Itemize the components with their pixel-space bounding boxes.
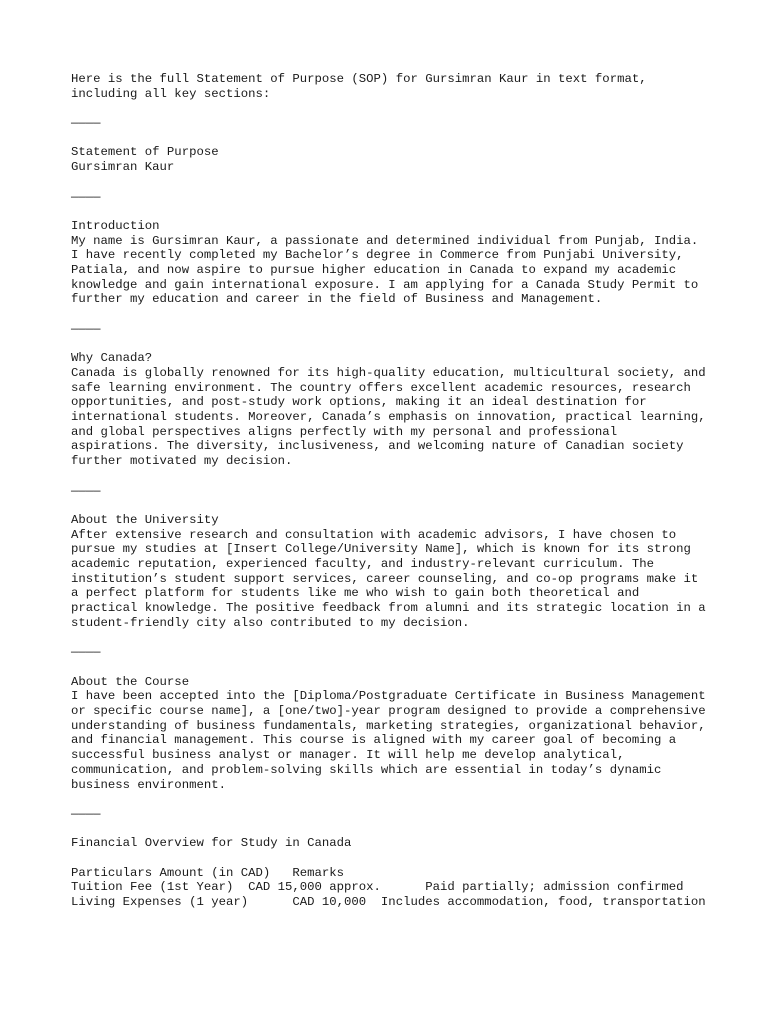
- introduction-heading: Introduction: [71, 218, 160, 233]
- spacer: [71, 631, 711, 646]
- spacer: [71, 498, 711, 513]
- spacer: [71, 792, 711, 807]
- section-separator: ————: [71, 189, 101, 204]
- spacer: [71, 851, 711, 866]
- applicant-name: Gursimran Kaur: [71, 160, 175, 175]
- spacer: [71, 337, 711, 352]
- university-body: After extensive research and consultation with academic advisors, I have chosen to pursue my studies at [Insert College/University Name], which is known for its strong academic reputation, experienced faculty, and industry-relevant curriculum. The institution’s student support services, career counseling, and co-op programs make it a perfect platform for students like me who wish to gain both theoretical and practical knowledge. The positive feedback from alumni and its strategic location in a student-friendly city also contributed to my decision.: [71, 527, 714, 630]
- financial-table-header: Particulars Amount (in CAD) Remarks: [71, 865, 345, 880]
- university-heading: About the University: [71, 512, 219, 527]
- spacer: [71, 175, 711, 190]
- spacer: [71, 469, 711, 484]
- spacer: [71, 131, 711, 146]
- financial-row: Tuition Fee (1st Year) CAD 15,000 approx. Paid partially; admission confirmed: [71, 880, 684, 895]
- section-separator: ————: [71, 321, 101, 336]
- introduction-body: My name is Gursimran Kaur, a passionate and determined individual from Punjab, India. I have recently completed my Bachelor’s degree in Commerce from Punjabi University, Patiala, and now aspire to pursue higher education in Canada to expand my academic knowledge and gain international exposure. I am applying for a Canada Study Permit to further my education and career in the field of Business and Management.: [71, 233, 706, 307]
- spacer: [71, 822, 711, 837]
- document-title: Statement of Purpose: [71, 145, 219, 160]
- spacer: [71, 660, 711, 675]
- intro-line: Here is the full Statement of Purpose (SOP) for Gursimran Kaur in text format, including all key sections:: [71, 72, 654, 101]
- why-canada-heading: Why Canada?: [71, 351, 153, 366]
- why-canada-body: Canada is globally renowned for its high-quality education, multicultural society, and safe learning environment. The country offers excellent academic resources, research opportunities, and post-study work options, making it an ideal destination for international students. Moreover, Canada’s emphasis on innovation, practical learning, and global perspectives aligns perfectly with my personal and professional aspirations. The diversity, inclusiveness, and welcoming nature of Canadian society further motivated my decision.: [71, 365, 714, 469]
- spacer: [71, 101, 711, 116]
- financial-row: Living Expenses (1 year) CAD 10,000 Includes accommodation, food, transportation: [71, 895, 706, 910]
- spacer: [71, 204, 711, 219]
- section-separator: ————: [71, 116, 101, 131]
- spacer: [71, 307, 711, 322]
- course-body: I have been accepted into the [Diploma/Postgraduate Certificate in Business Management or specific course name], a [one/two]-year program designed to provide a comprehensive understanding of business fundamentals, marketing strategies, organizational behavior, and financial management. This course is aligned with my career goal of becoming a successful business analyst or manager. It will help me develop analytical, communication, and problem-solving skills which are essential in today’s dynamic business environment.: [71, 689, 714, 792]
- financial-heading: Financial Overview for Study in Canada: [71, 836, 352, 851]
- sop-document: [71, 72, 714, 910]
- course-heading: About the Course: [71, 674, 190, 689]
- section-separator: ————: [71, 806, 101, 821]
- section-separator: ————: [71, 645, 101, 660]
- section-separator: ————: [71, 483, 101, 498]
